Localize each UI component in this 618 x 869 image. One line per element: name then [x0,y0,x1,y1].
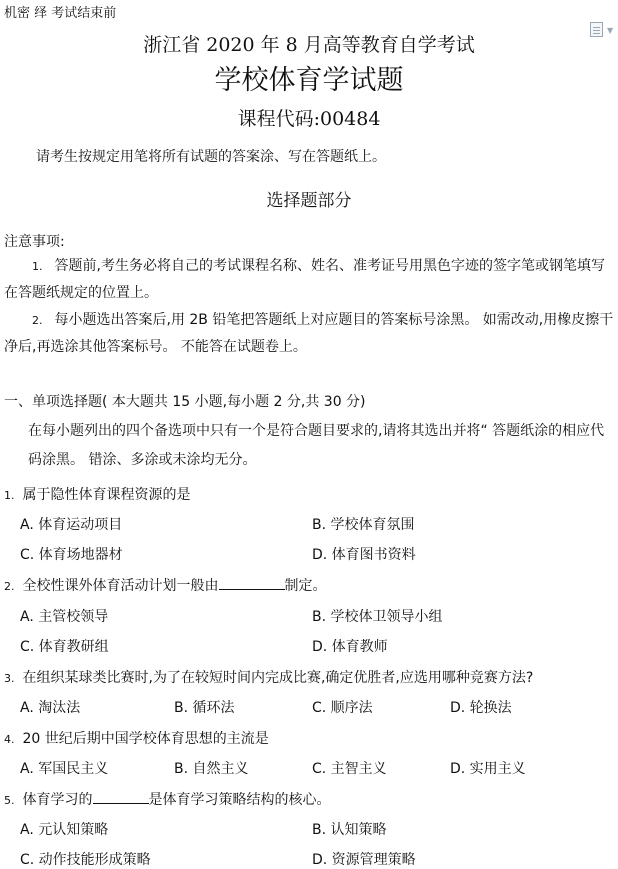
option-b: B. 循环法 [174,700,235,716]
confidential-mark: 机密 绎 考试结束前 [4,6,117,21]
option-a: A. 淘汰法 [20,700,81,716]
option-a: A. 主管校领导 [20,609,109,625]
question-5: 5. 体育学习的 是体育学习策略结构的核心。 [4,792,331,808]
option-a: A. 元认知策略 [20,822,109,838]
question-1: 1. 属于隐性体育课程资源的是 [4,487,191,503]
part-title: 选择题部分 [266,191,352,211]
exam-title: 浙江省 2020 年 8 月高等教育自学考试 [143,34,475,56]
option-b: B. 认知策略 [312,822,387,838]
option-d: D. 实用主义 [450,761,526,777]
course-code: 课程代码:00484 [237,108,381,130]
notice-item: 1. 答题前,考生务必将自己的考试课程名称、姓名、准考证号用黑色字迹的签字笔或钢笔填写在答题纸规定的位置上。 [4,258,605,301]
option-c: C. 体育场地器材 [20,547,123,563]
notice-heading: 注意事项: [4,234,65,250]
option-b: B. 学校体卫领导小组 [312,609,443,625]
option-a: A. 体育运动项目 [20,517,123,533]
question-4: 4. 20 世纪后期中国学校体育思想的主流是 [4,731,269,747]
option-b: B. 学校体育氛围 [312,517,415,533]
chevron-down-icon[interactable]: ▼ [607,26,614,35]
option-d: D. 体育图书资料 [312,547,416,563]
option-c: C. 顺序法 [312,700,373,716]
question-2: 2. 全校性课外体育活动计划一般由 制定。 [4,578,327,594]
option-b: B. 自然主义 [174,761,249,777]
answer-blank [93,802,149,804]
instruction-text: 请考生按规定用笔将所有试题的答案涂、写在答题纸上。 [36,149,386,165]
option-d: D. 体育教师 [312,639,388,655]
section-title: 一、单项选择题( 本大题共 15 小题,每小题 2 分,共 30 分) [4,394,366,410]
option-d: D. 轮换法 [450,700,512,716]
question-3: 3. 在组织某球类比赛时,为了在较短时间内完成比赛,确定优胜者,应选用哪种竞赛方法? [4,670,534,686]
paper-title: 学校体育学试题 [214,65,404,96]
section-description: 在每小题列出的四个备选项中只有一个是符合题目要求的,请将其选出并将“ 答题纸涂的相应代码涂黑。 错涂、多涂或未涂均无分。 [28,423,605,468]
answer-blank [219,588,285,590]
option-c: C. 体育教研组 [20,639,109,655]
notice-item: 2. 每小题选出答案后,用 2B 铅笔把答题纸上对应题目的答案标号涂黑。 如需改动,用橡皮擦干净后,再选涂其他答案标号。 不能答在试题卷上。 [4,312,614,355]
option-c: C. 主智主义 [312,761,387,777]
option-d: D. 资源管理策略 [312,852,416,868]
option-c: C. 动作技能形成策略 [20,852,151,868]
option-a: A. 军国民主义 [20,761,109,777]
